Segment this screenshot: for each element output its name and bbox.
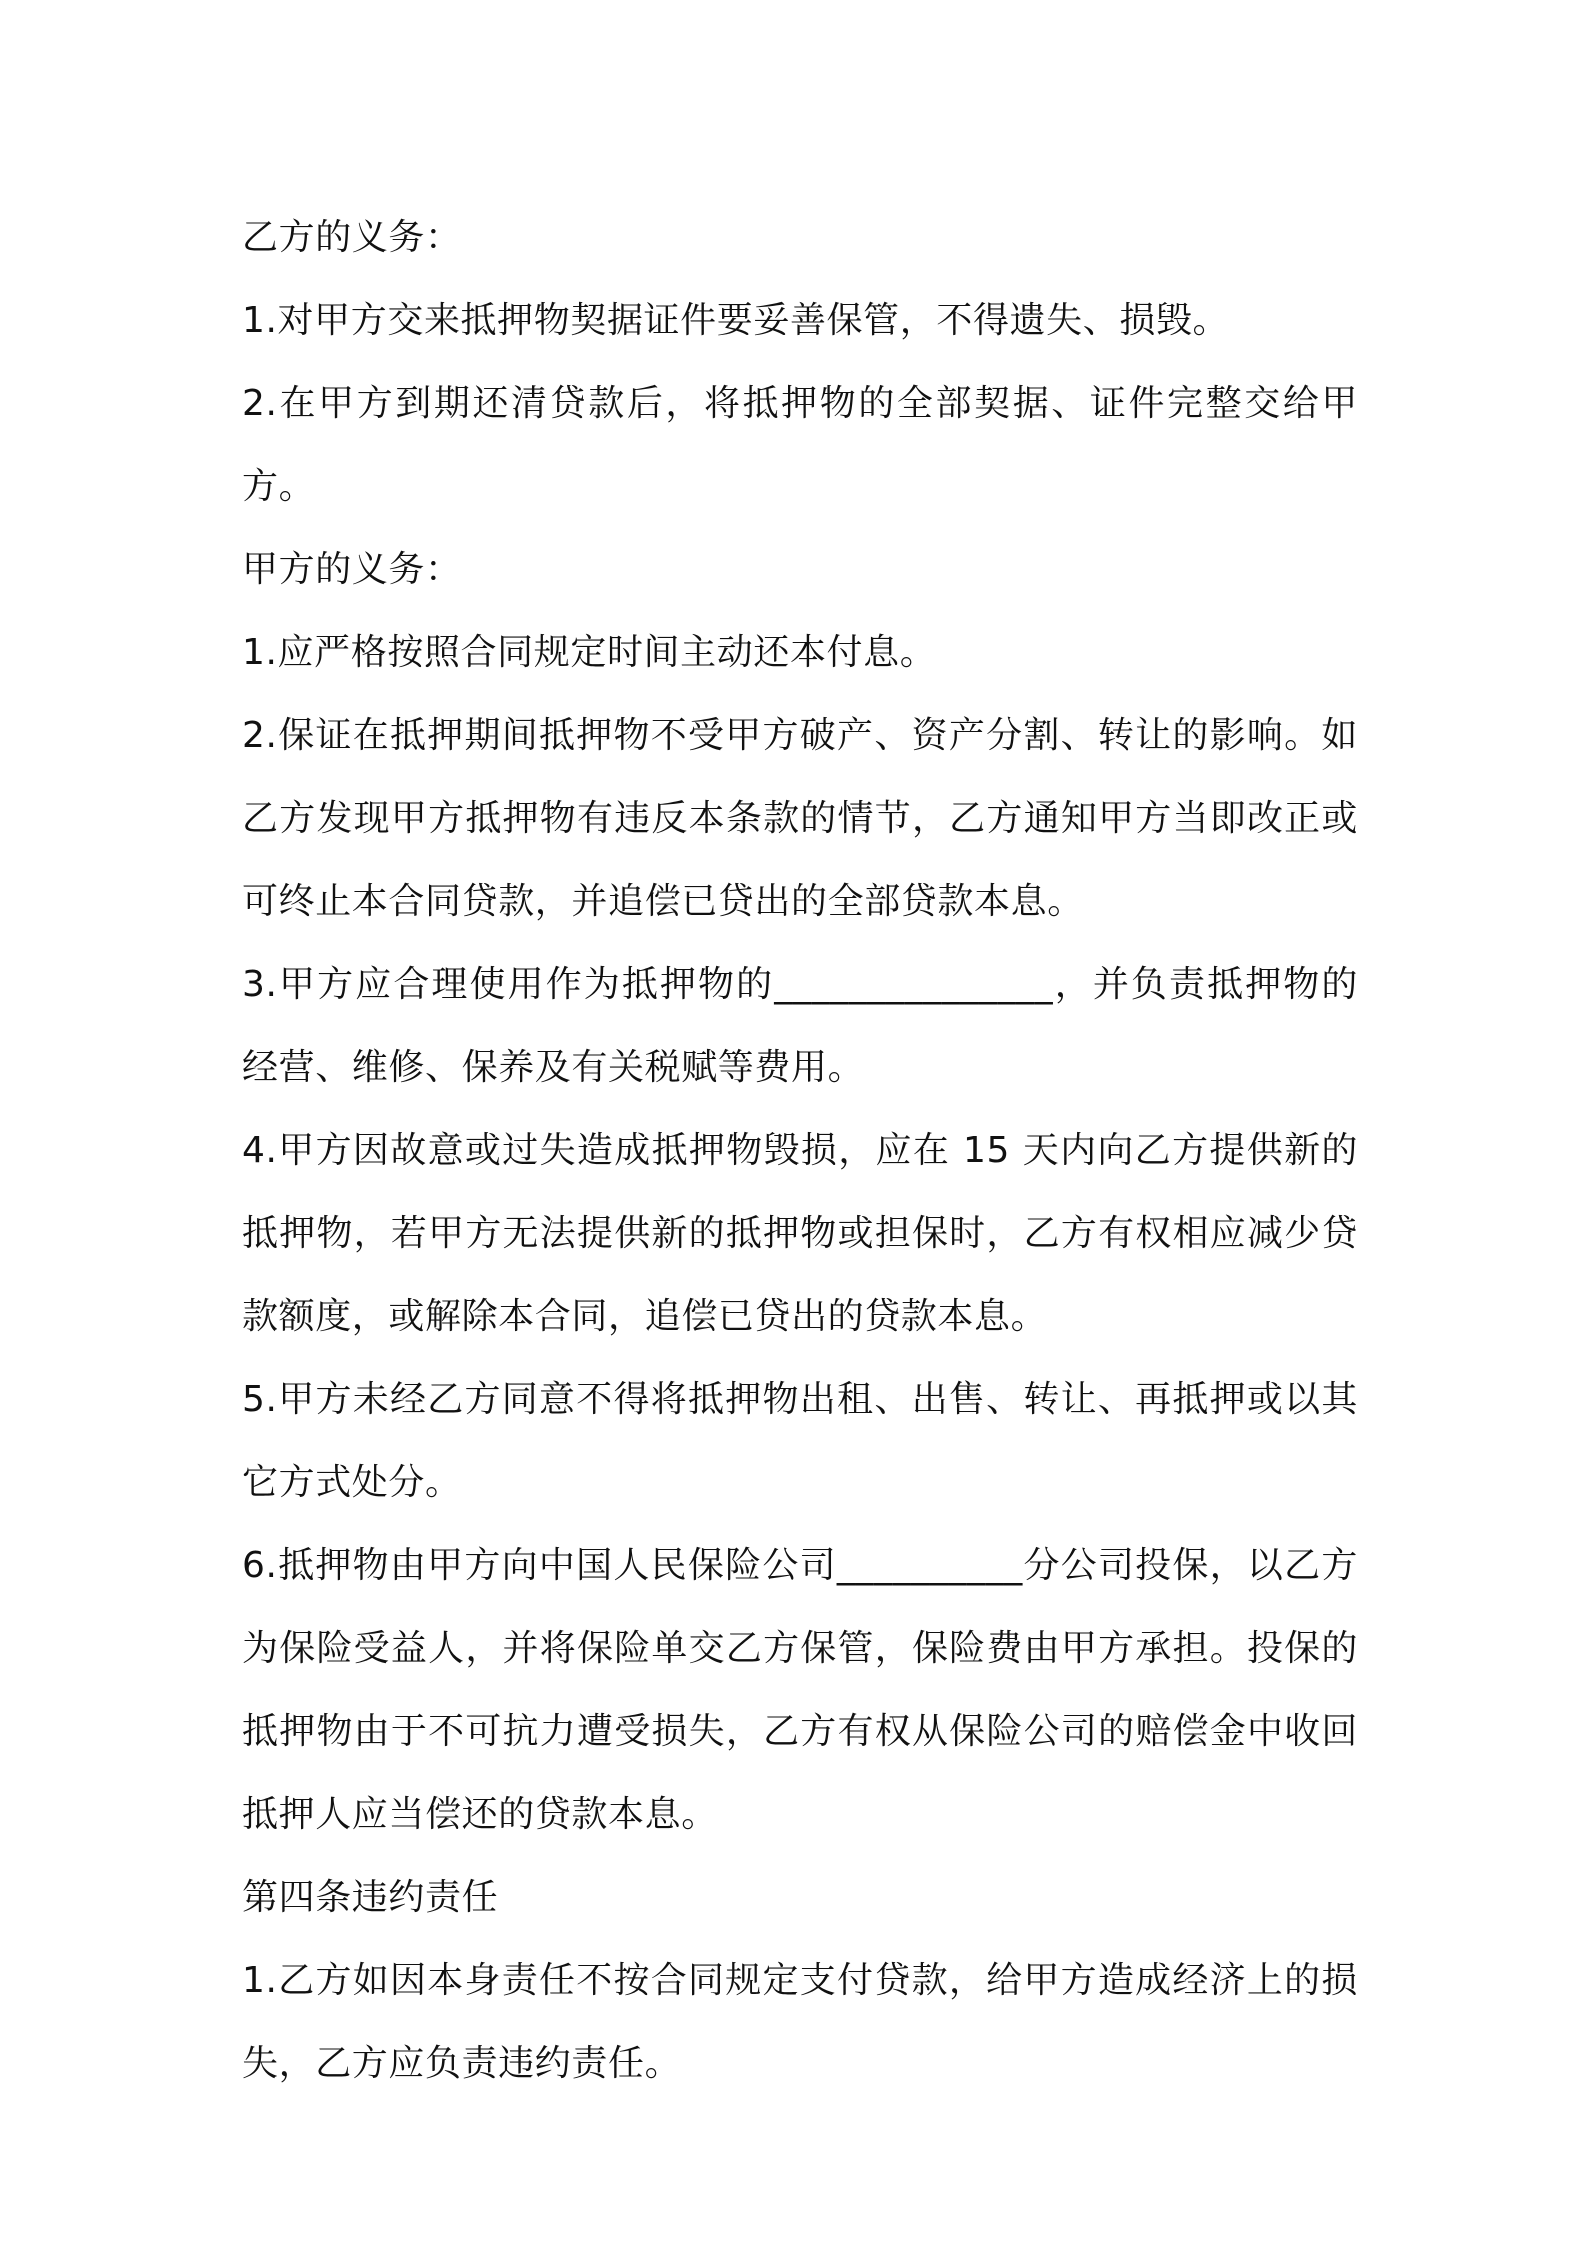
paragraph-a-5: 5.甲方未经乙方同意不得将抵押物出租、出售、转让、再抵押或以其它方式处分。 — [242, 1379, 1358, 1503]
document-body — [242, 196, 1358, 2105]
paragraph-b-1: 1.对甲方交来抵押物契据证件要妥善保管，不得遗失、损毁。 — [242, 300, 1230, 341]
paragraph-a-4: 4.甲方因故意或过失造成抵押物毁损，应在 15 天内向乙方提供新的抵押物，若甲方无法提供新的抵押物或担保时，乙方有权相应减少贷款额度，或解除本合同，追偿已贷出的贷款本息。 — [242, 1130, 1358, 1337]
paragraph-a-6: 6.抵押物由甲方向中国人民保险公司__________分公司投保，以乙方为保险受益人，并将保险单交乙方保管，保险费由甲方承担。投保的抵押物由于不可抗力遭受损失，乙方有权从保险公司的赔偿金中收回抵押人应当偿还的贷款本息。 — [242, 1545, 1358, 1835]
section-heading-party-b-obligations: 乙方的义务： — [242, 217, 462, 258]
section-heading-article-4: 第四条违约责任 — [242, 1877, 499, 1918]
paragraph-a-1: 1.应严格按照合同规定时间主动还本付息。 — [242, 632, 937, 673]
section-heading-party-a-obligations: 甲方的义务： — [242, 549, 462, 590]
paragraph-a-3: 3.甲方应合理使用作为抵押物的_______________，并负责抵押物的经营、维修、保养及有关税赋等费用。 — [242, 964, 1358, 1088]
paragraph-liability-1: 1.乙方如因本身责任不按合同规定支付贷款，给甲方造成经济上的损失，乙方应负责违约责任。 — [242, 1960, 1358, 2084]
paragraph-b-2: 2.在甲方到期还清贷款后，将抵押物的全部契据、证件完整交给甲方。 — [242, 383, 1358, 507]
paragraph-a-2: 2.保证在抵押期间抵押物不受甲方破产、资产分割、转让的影响。如乙方发现甲方抵押物有违反本条款的情节，乙方通知甲方当即改正或可终止本合同贷款，并追偿已贷出的全部贷款本息。 — [242, 715, 1358, 922]
